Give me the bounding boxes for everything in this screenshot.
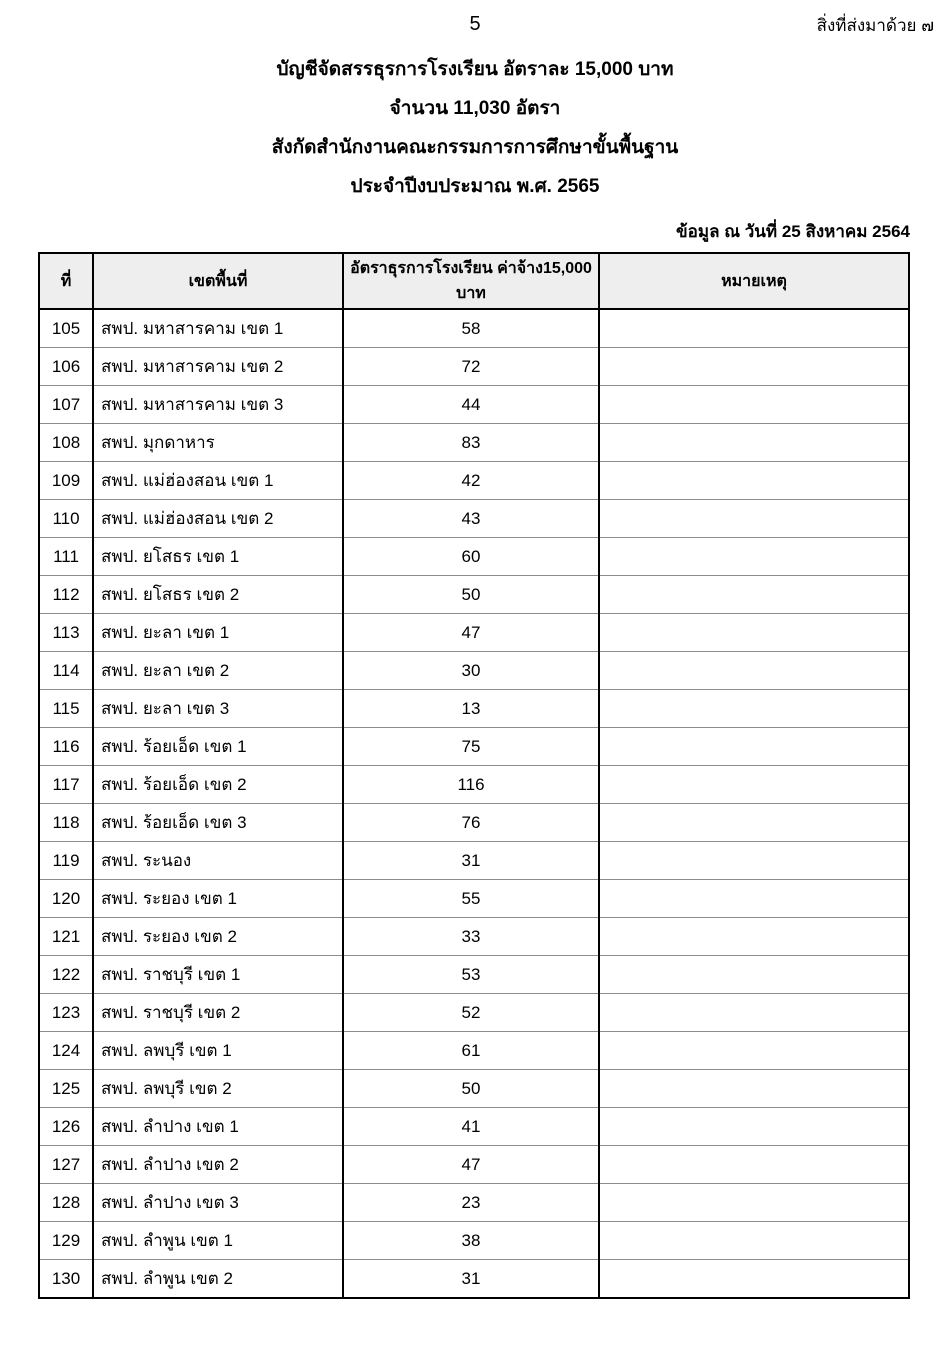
table-row <box>39 576 909 614</box>
row-number-cell: 114 <box>39 652 93 690</box>
table-row <box>39 842 909 880</box>
area-name-cell: สพป. ยโสธร เขต 1 <box>93 538 343 576</box>
area-name-cell: สพป. ราชบุรี เขต 2 <box>93 994 343 1032</box>
rate-value-cell: 60 <box>343 538 599 576</box>
attachment-note: สิ่งที่ส่งมาด้วย ๗ <box>816 16 934 35</box>
area-name-cell: สพป. ลำปาง เขต 2 <box>93 1146 343 1184</box>
area-name-cell: สพป. ลำปาง เขต 1 <box>93 1108 343 1146</box>
table-row <box>39 994 909 1032</box>
row-number-cell: 122 <box>39 956 93 994</box>
remark-cell <box>599 766 909 804</box>
area-name-cell: สพป. ร้อยเอ็ด เขต 3 <box>93 804 343 842</box>
rate-value-cell: 47 <box>343 1146 599 1184</box>
row-number-cell: 113 <box>39 614 93 652</box>
area-name-cell: สพป. ยะลา เขต 3 <box>93 690 343 728</box>
table-row <box>39 918 909 956</box>
table-row <box>39 309 909 348</box>
rate-value-cell: 43 <box>343 500 599 538</box>
row-number-cell: 120 <box>39 880 93 918</box>
remark-cell <box>599 348 909 386</box>
table-header <box>39 253 909 309</box>
remark-cell <box>599 842 909 880</box>
table-row <box>39 538 909 576</box>
remark-cell <box>599 500 909 538</box>
row-number-cell: 109 <box>39 462 93 500</box>
rate-value-cell: 42 <box>343 462 599 500</box>
table-row <box>39 766 909 804</box>
remark-cell <box>599 538 909 576</box>
table-row <box>39 424 909 462</box>
row-number-cell: 107 <box>39 386 93 424</box>
row-number-cell: 126 <box>39 1108 93 1146</box>
page-number: 5 <box>469 13 481 35</box>
remark-cell <box>599 1184 909 1222</box>
remark-cell <box>599 386 909 424</box>
area-name-cell: สพป. ลพบุรี เขต 2 <box>93 1070 343 1108</box>
area-name-cell: สพป. มุกดาหาร <box>93 424 343 462</box>
rate-value-cell: 58 <box>343 309 599 348</box>
row-number-cell: 118 <box>39 804 93 842</box>
table-row <box>39 956 909 994</box>
allocation-table <box>38 252 910 1299</box>
table-row <box>39 728 909 766</box>
remark-cell <box>599 576 909 614</box>
data-as-of-note: ข้อมูล ณ วันที่ 25 สิงหาคม 2564 <box>676 222 910 241</box>
table-row <box>39 386 909 424</box>
rate-value-cell: 76 <box>343 804 599 842</box>
title-line-2: จำนวน 11,030 อัตรา <box>389 98 561 119</box>
table-row <box>39 1032 909 1070</box>
rate-value-cell: 83 <box>343 424 599 462</box>
area-name-cell: สพป. ระนอง <box>93 842 343 880</box>
table-row <box>39 1146 909 1184</box>
area-name-cell: สพป. ยะลา เขต 1 <box>93 614 343 652</box>
row-number-cell: 110 <box>39 500 93 538</box>
rate-value-cell: 31 <box>343 1260 599 1299</box>
header-no: ที่ <box>39 253 93 309</box>
row-number-cell: 106 <box>39 348 93 386</box>
rate-value-cell: 116 <box>343 766 599 804</box>
area-name-cell: สพป. มหาสารคาม เขต 3 <box>93 386 343 424</box>
rate-value-cell: 53 <box>343 956 599 994</box>
row-number-cell: 123 <box>39 994 93 1032</box>
table-row <box>39 348 909 386</box>
table-row <box>39 614 909 652</box>
rate-value-cell: 23 <box>343 1184 599 1222</box>
table-row <box>39 462 909 500</box>
row-number-cell: 129 <box>39 1222 93 1260</box>
remark-cell <box>599 614 909 652</box>
area-name-cell: สพป. ระยอง เขต 2 <box>93 918 343 956</box>
row-number-cell: 117 <box>39 766 93 804</box>
remark-cell <box>599 918 909 956</box>
table-row <box>39 1184 909 1222</box>
row-number-cell: 108 <box>39 424 93 462</box>
row-number-cell: 105 <box>39 309 93 348</box>
rate-value-cell: 50 <box>343 576 599 614</box>
remark-cell <box>599 462 909 500</box>
remark-cell <box>599 994 909 1032</box>
row-number-cell: 116 <box>39 728 93 766</box>
row-number-cell: 111 <box>39 538 93 576</box>
area-name-cell: สพป. ลำปาง เขต 3 <box>93 1184 343 1222</box>
table-row <box>39 880 909 918</box>
header-remark: หมายเหตุ <box>599 253 909 309</box>
remark-cell <box>599 1260 909 1299</box>
remark-cell <box>599 1032 909 1070</box>
remark-cell <box>599 309 909 348</box>
area-name-cell: สพป. ลำพูน เขต 2 <box>93 1260 343 1299</box>
rate-value-cell: 41 <box>343 1108 599 1146</box>
table-row <box>39 1222 909 1260</box>
area-name-cell: สพป. ราชบุรี เขต 1 <box>93 956 343 994</box>
title-line-3: สังกัดสำนักงานคณะกรรมการการศึกษาขั้นพื้นฐาน <box>271 137 679 158</box>
remark-cell <box>599 1108 909 1146</box>
rate-value-cell: 52 <box>343 994 599 1032</box>
row-number-cell: 119 <box>39 842 93 880</box>
rate-value-cell: 33 <box>343 918 599 956</box>
rate-value-cell: 30 <box>343 652 599 690</box>
remark-cell <box>599 1070 909 1108</box>
row-number-cell: 125 <box>39 1070 93 1108</box>
row-number-cell: 130 <box>39 1260 93 1299</box>
table-row <box>39 652 909 690</box>
area-name-cell: สพป. แม่ฮ่องสอน เขต 1 <box>93 462 343 500</box>
table-row <box>39 690 909 728</box>
table-row <box>39 804 909 842</box>
area-name-cell: สพป. ระยอง เขต 1 <box>93 880 343 918</box>
remark-cell <box>599 1222 909 1260</box>
header-area: เขตพื้นที่ <box>93 253 343 309</box>
rate-value-cell: 61 <box>343 1032 599 1070</box>
table-row <box>39 1070 909 1108</box>
rate-value-cell: 72 <box>343 348 599 386</box>
document-title-block <box>0 50 950 206</box>
remark-cell <box>599 956 909 994</box>
title-line-1: บัญชีจัดสรรธุรการโรงเรียน อัตราละ 15,000 บาท <box>276 59 674 80</box>
area-name-cell: สพป. มหาสารคาม เขต 1 <box>93 309 343 348</box>
area-name-cell: สพป. ร้อยเอ็ด เขต 2 <box>93 766 343 804</box>
rate-value-cell: 38 <box>343 1222 599 1260</box>
row-number-cell: 112 <box>39 576 93 614</box>
area-name-cell: สพป. มหาสารคาม เขต 2 <box>93 348 343 386</box>
area-name-cell: สพป. ยะลา เขต 2 <box>93 652 343 690</box>
remark-cell <box>599 690 909 728</box>
rate-value-cell: 31 <box>343 842 599 880</box>
remark-cell <box>599 728 909 766</box>
area-name-cell: สพป. ลำพูน เขต 1 <box>93 1222 343 1260</box>
row-number-cell: 124 <box>39 1032 93 1070</box>
remark-cell <box>599 1146 909 1184</box>
remark-cell <box>599 880 909 918</box>
table-row <box>39 1108 909 1146</box>
area-name-cell: สพป. ยโสธร เขต 2 <box>93 576 343 614</box>
area-name-cell: สพป. ลพบุรี เขต 1 <box>93 1032 343 1070</box>
rate-value-cell: 13 <box>343 690 599 728</box>
rate-value-cell: 47 <box>343 614 599 652</box>
area-name-cell: สพป. ร้อยเอ็ด เขต 1 <box>93 728 343 766</box>
table-body <box>39 309 909 1298</box>
area-name-cell: สพป. แม่ฮ่องสอน เขต 2 <box>93 500 343 538</box>
remark-cell <box>599 424 909 462</box>
remark-cell <box>599 804 909 842</box>
remark-cell <box>599 652 909 690</box>
row-number-cell: 115 <box>39 690 93 728</box>
table-row <box>39 1260 909 1299</box>
title-line-4: ประจำปีงบประมาณ พ.ศ. 2565 <box>350 176 600 197</box>
header-rate: อัตราธุรการโรงเรียน ค่าจ้าง15,000 บาท <box>343 253 599 309</box>
table-header-row <box>39 253 909 309</box>
row-number-cell: 128 <box>39 1184 93 1222</box>
rate-value-cell: 55 <box>343 880 599 918</box>
table-row <box>39 500 909 538</box>
rate-value-cell: 75 <box>343 728 599 766</box>
row-number-cell: 127 <box>39 1146 93 1184</box>
row-number-cell: 121 <box>39 918 93 956</box>
rate-value-cell: 50 <box>343 1070 599 1108</box>
rate-value-cell: 44 <box>343 386 599 424</box>
